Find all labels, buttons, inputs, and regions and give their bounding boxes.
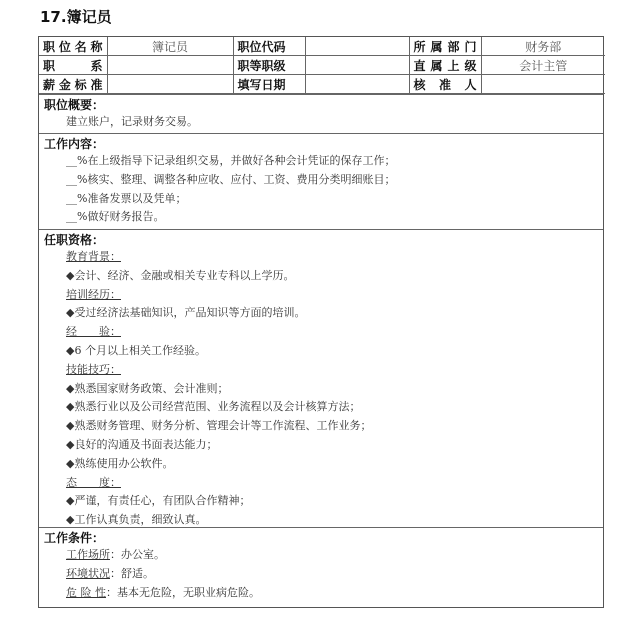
summary-text: 建立账户，记录财务交易。 bbox=[66, 115, 198, 128]
approver-value bbox=[481, 75, 605, 94]
training-label: 培训经历： bbox=[66, 287, 121, 301]
qualifications-section bbox=[39, 229, 603, 527]
risk-label: 危 险 性 bbox=[66, 585, 106, 599]
conditions-heading: 工作条件： bbox=[44, 531, 105, 545]
header-row bbox=[39, 37, 605, 56]
skill-item: ◆熟悉行业以及公司经营范围、业务流程以及会计核算方法； bbox=[66, 400, 361, 414]
summary-section bbox=[39, 94, 603, 133]
supervisor-label: 直属上级 bbox=[409, 56, 481, 75]
salary-label: 薪金标准 bbox=[39, 75, 107, 94]
position-name-label: 职位名称 bbox=[39, 37, 107, 56]
document-title: 17.簿记员 bbox=[40, 8, 112, 26]
header-table bbox=[39, 37, 605, 94]
conditions-section bbox=[39, 527, 603, 607]
approver-label: 核 准 人 bbox=[409, 75, 481, 94]
attitude-label: 态 度： bbox=[66, 475, 121, 489]
grade-value bbox=[305, 56, 409, 75]
education-item: ◆会计、经济、金融或相关专业专科以上学历。 bbox=[66, 268, 295, 282]
header-row bbox=[39, 75, 605, 94]
experience-item: ◆6 个月以上相关工作经验。 bbox=[66, 343, 206, 357]
workplace-line bbox=[44, 546, 598, 565]
fill-date-label: 填写日期 bbox=[233, 75, 305, 94]
environment-label: 环境状况 bbox=[66, 566, 110, 580]
skill-item: ◆良好的沟通及书面表达能力； bbox=[66, 437, 218, 451]
qualifications-heading: 任职资格： bbox=[44, 233, 105, 247]
department-value: 财务部 bbox=[481, 37, 605, 56]
duty-item: __%做好财务报告。 bbox=[66, 210, 165, 224]
attitude-item: ◆工作认真负责，细致认真。 bbox=[66, 513, 207, 527]
skill-item: ◆熟悉财务管理、财务分析、管理会计等工作流程、工作业务； bbox=[66, 419, 372, 433]
attitude-item: ◆严谨，有责任心，有团队合作精神； bbox=[66, 494, 251, 508]
workplace-value: ：办公室。 bbox=[110, 548, 165, 561]
duties-heading: 工作内容： bbox=[44, 137, 105, 151]
grade-label: 职等职级 bbox=[233, 56, 305, 75]
environment-value: ：舒适。 bbox=[110, 566, 154, 580]
supervisor-value: 会计主管 bbox=[481, 56, 605, 75]
position-code-value bbox=[305, 37, 409, 56]
header-row bbox=[39, 56, 605, 75]
skills-label: 技能技巧： bbox=[66, 362, 121, 376]
workplace-label: 工作场所 bbox=[66, 548, 110, 561]
salary-value bbox=[107, 75, 233, 94]
duty-item: __%准备发票以及凭单； bbox=[66, 191, 187, 205]
summary-heading: 职位概要： bbox=[44, 98, 105, 112]
training-item: ◆受过经济法基础知识，产品知识等方面的培训。 bbox=[66, 306, 306, 320]
department-label: 所属部门 bbox=[409, 37, 481, 56]
risk-value: ：基本无危险，无职业病危险。 bbox=[106, 585, 260, 599]
fill-date-value bbox=[305, 75, 409, 94]
experience-label: 经 验： bbox=[66, 325, 121, 339]
skill-item: ◆熟练使用办公软件。 bbox=[66, 456, 174, 470]
education-label: 教育背景： bbox=[66, 250, 121, 263]
position-code-label: 职位代码 bbox=[233, 37, 305, 56]
duty-item: __%在上级指导下记录组织交易，并做好各种会计凭证的保存工作； bbox=[66, 154, 396, 167]
duty-item: __%核实、整理、调整各种应收、应付、工资、费用分类明细账目； bbox=[66, 172, 396, 186]
duties-section bbox=[39, 133, 603, 229]
skill-item: ◆熟悉国家财务政策、会计准则； bbox=[66, 381, 229, 395]
job-description-form bbox=[38, 36, 604, 608]
job-family-value bbox=[107, 56, 233, 75]
job-family-label: 职 系 bbox=[39, 56, 107, 75]
risk-line bbox=[44, 584, 598, 603]
environment-line bbox=[44, 565, 598, 584]
position-name-value: 簿记员 bbox=[107, 37, 233, 56]
